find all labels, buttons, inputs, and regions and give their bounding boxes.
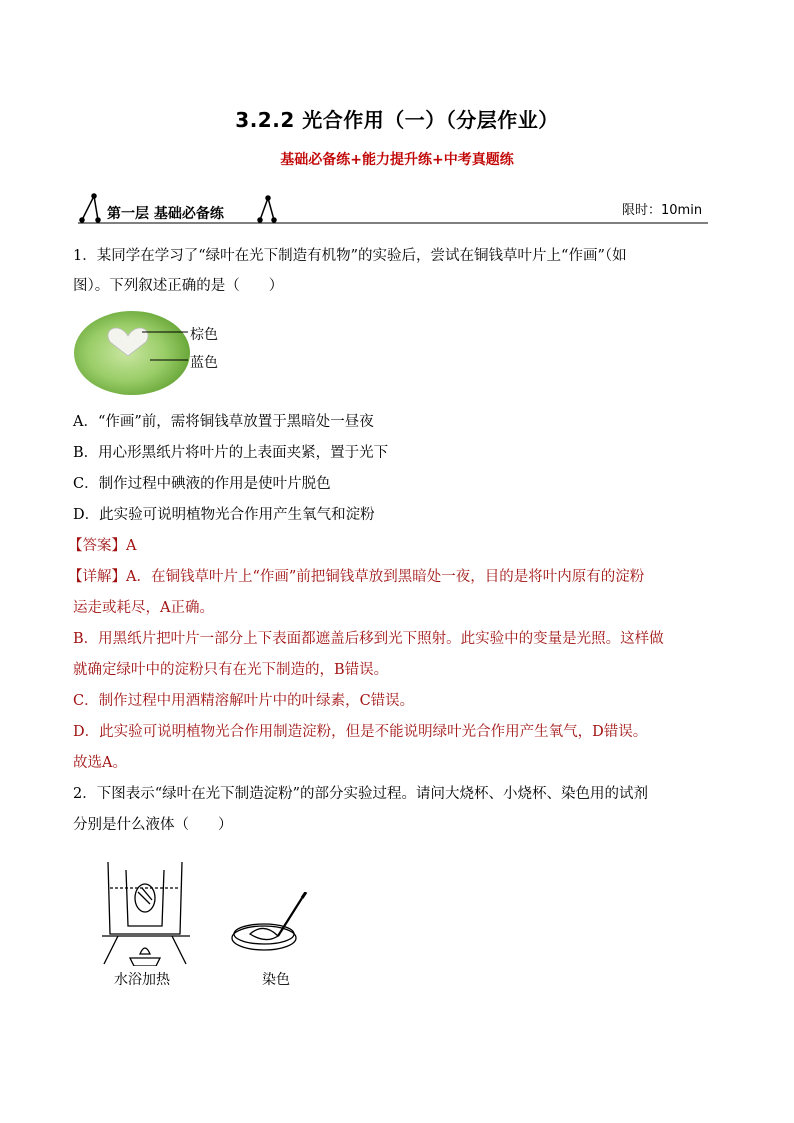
q1-explanation: B．用黑纸片把叶片一部分上下表面都遮盖后移到光下照射。此实验中的变量是光照。这样做 [73,631,664,647]
figure-caption-water-bath: 水浴加热 [114,972,170,988]
q1-option-b: B．用心形黑纸片将叶片的上表面夹紧，置于光下 [73,445,389,461]
q1-explanation: C．制作过程中用酒精溶解叶片中的叶绿素，C错误。 [73,693,415,709]
q1-explanation: D．此实验可说明植物光合作用制造淀粉，但是不能说明绿叶光合作用产生氧气，D错误。 [73,724,648,740]
page-subtitle: 基础必备练+能力提升练+中考真题练 [280,152,514,168]
page-title: 3.2.2 光合作用（一）（分层作业） [235,108,559,132]
q2-stem: 2．下图表示“绿叶在光下制造淀粉”的部分实验过程。请问大烧杯、小烧杯、染色用的试剂 [73,786,649,802]
figure-caption-staining: 染色 [262,972,290,988]
molecule-icon-left [80,194,100,222]
leaf-label-bottom: 蓝色 [190,355,218,371]
staining-figure [228,892,312,958]
q1-stem: 1．某同学在学习了“绿叶在光下制造有机物”的实验后，尝试在铜钱草叶片上“作画”（如 [73,248,627,264]
q1-option-d: D．此实验可说明植物光合作用产生氧气和淀粉 [73,507,375,523]
q1-explanation: 运走或耗尽，A正确。 [73,600,214,616]
q1-answer: 【答案】A [68,538,137,554]
water-bath-figure [100,858,200,966]
q1-conclusion: 故选A。 [73,755,127,771]
section-title: 第一层 基础必备练 [107,206,224,222]
molecule-icon-right [258,196,276,222]
q1-stem-cont: 图）。下列叙述正确的是（ ） [73,278,284,294]
time-limit: 限时：10min [622,203,703,218]
leaf-label-top: 棕色 [190,327,218,343]
q1-explanation: 【详解】A．在铜钱草叶片上“作画”前把铜钱草放到黑暗处一夜，目的是将叶内原有的淀粉 [68,569,645,585]
q1-option-c: C．制作过程中碘液的作用是使叶片脱色 [73,476,331,492]
q1-explanation: 就确定绿叶中的淀粉只有在光下制造的，B错误。 [73,662,389,678]
q2-stem-cont: 分别是什么液体（ ） [73,817,233,833]
q1-option-a: A．“作画”前，需将铜钱草放置于黑暗处一昼夜 [73,414,374,430]
